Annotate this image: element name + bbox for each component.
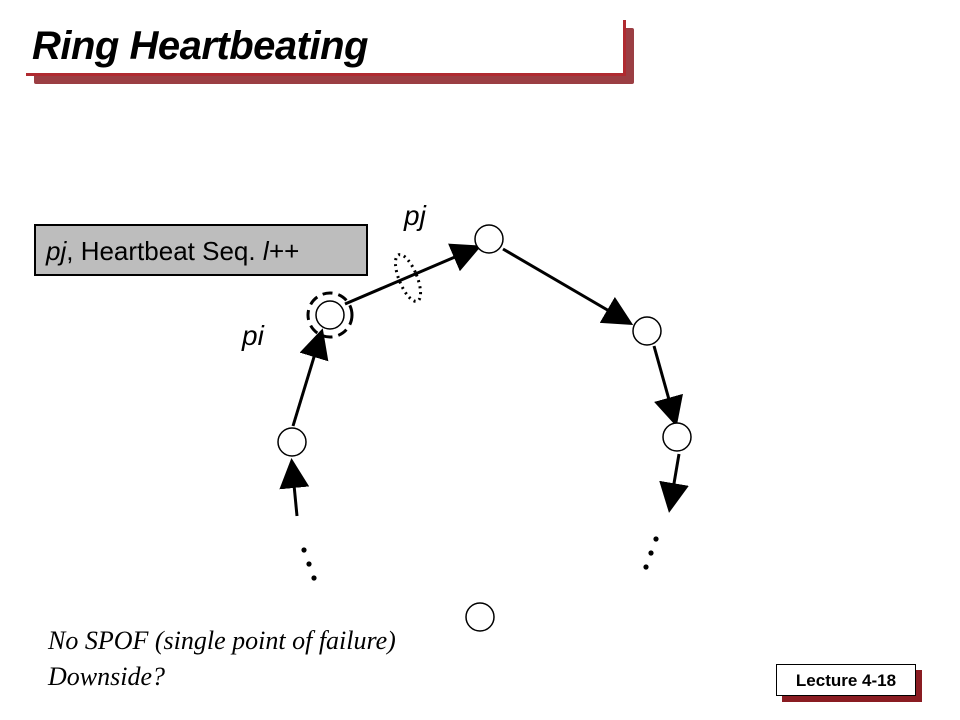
footer-note-downside: Downside? [48,662,165,691]
footer-note-spof: No SPOF (single point of failure) [48,626,396,655]
ellipsis-right [643,536,658,569]
ring-node [663,423,691,451]
ring-node [466,603,494,631]
lecture-tag-box [776,664,916,696]
ellipsis-left [301,547,316,580]
heartbeat-node-label: pj [46,236,67,266]
ring-node [475,225,503,253]
ring-arrow-1 [292,464,297,516]
ring-arrow-2 [293,334,321,426]
heartbeat-seq-counter: l++ [262,236,299,266]
ring-arrow-5 [654,346,675,421]
node-label-pi: pi [242,320,264,351]
lecture-number: Lecture 4-18 [795,671,897,690]
ring-node [278,428,306,456]
heartbeat-seq-text: , Heartbeat Seq. [66,236,263,266]
ring-arrow-6 [670,454,679,507]
node-label-pj: pj [404,200,426,231]
ring-node [633,317,661,345]
lecture-tag [776,664,916,696]
ring-arrow-3 [345,248,476,304]
ring-node-pi [316,301,344,329]
ring-arrow-4 [503,249,628,322]
slide-title: Ring Heartbeating [32,24,368,68]
